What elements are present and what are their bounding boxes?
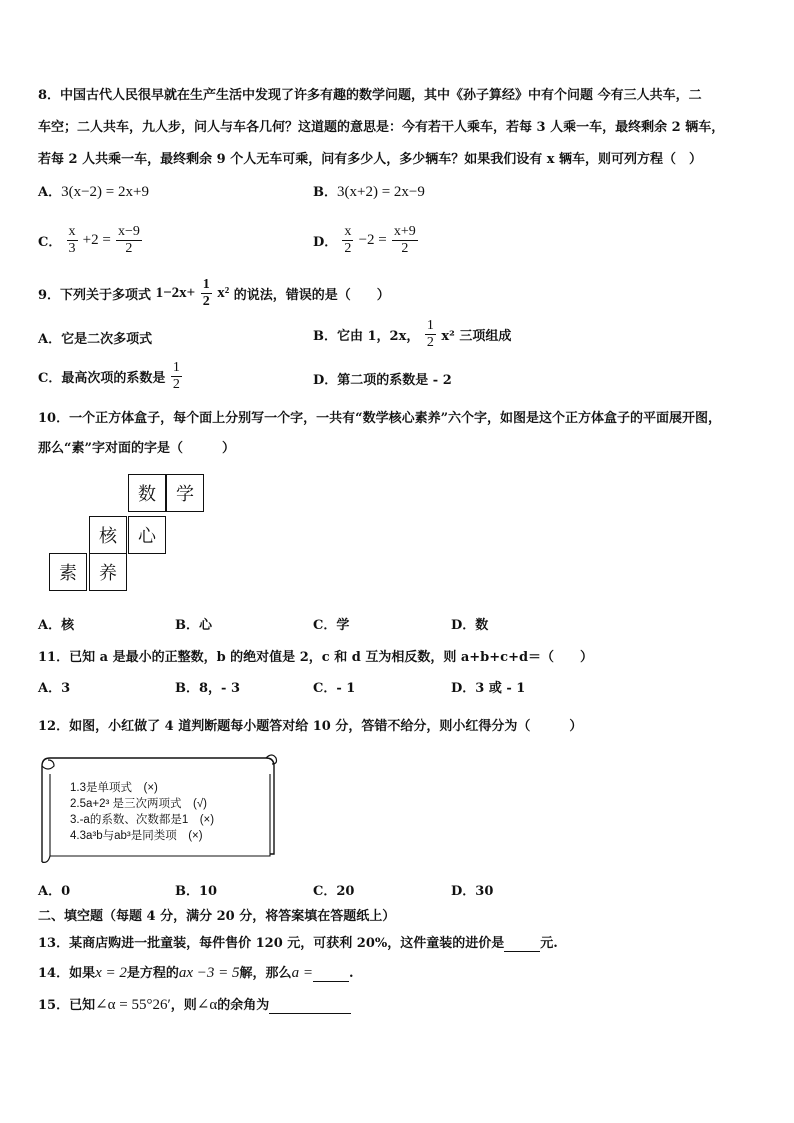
q13-answer-blank[interactable]	[504, 936, 540, 952]
q9-option-c[interactable]: C．最高次项的系数是 $\frac{1}{2}$	[38, 360, 180, 392]
net-cell-su: 素	[49, 553, 87, 591]
q15-answer-blank[interactable]	[269, 998, 351, 1014]
q12-option-c[interactable]: C．20	[313, 884, 355, 899]
q11-option-b[interactable]: B．8，- 3	[175, 681, 241, 696]
q12-option-b[interactable]: B．10	[175, 884, 218, 899]
q11-option-a[interactable]: A．3	[38, 681, 71, 696]
q8-line-1: 8．中国古代人民很早就在生产生活中发现了许多有趣的数学问题，其中《孙子算经》中有个问题 今有三人共车，二	[38, 88, 702, 103]
q12-option-a[interactable]: A．0	[38, 884, 71, 899]
q8-option-b[interactable]: B．3(x+2) = 2x−9	[313, 184, 425, 200]
q15-stem: 15．已知∠α = 55°26′，则∠α的余角为	[38, 994, 351, 1014]
q9-option-a[interactable]: A．它是二次多项式	[38, 332, 153, 347]
net-cell-shu: 数	[128, 474, 166, 512]
q10-line-1: 10．一个正方体盒子，每个面上分别写一个字，一共有“数学核心素养”六个字，如图是这个正方体盒子的平面展开图，	[38, 411, 722, 426]
q14-answer-blank[interactable]	[313, 966, 349, 982]
q10-option-b[interactable]: B．心	[175, 618, 212, 633]
q10-line-2: 那么“素”字对面的字是（ ）	[38, 441, 235, 456]
q13-stem: 13．某商店购进一批童装，每件售价 120 元，可获利 20%，这件童装的进价是 元.	[38, 936, 558, 951]
q14-stem: 14．如果x = 2是方程的ax −3 = 5解，那么a = .	[38, 965, 354, 981]
net-cell-yang: 养	[89, 553, 127, 591]
q10-option-c[interactable]: C．学	[313, 618, 350, 633]
q10-option-d[interactable]: D．数	[451, 618, 489, 633]
section-2-heading: 二、填空题（每题 4 分，满分 20 分，将答案填在答题纸上）	[38, 909, 396, 924]
net-cell-xue: 学	[166, 474, 204, 512]
q9-stem: 9．下列关于多项式 1−2x+ $\frac{1}{2}$ x² 的说法，错误的是（ ）	[38, 277, 390, 309]
statement-2: 2.5a+2³ 是三次两项式 (√)	[70, 798, 207, 810]
q12-stem: 12．如图，小红做了 4 道判断题每小题答对给 10 分，答错不给分，则小红得分为（ ）	[38, 719, 583, 734]
net-cell-xin: 心	[128, 516, 166, 554]
q11-stem: 11．已知 a 是最小的正整数，b 的绝对值是 2，c 和 d 互为相反数，则 a+b+c+d＝（ ）	[38, 650, 594, 665]
q8-option-d[interactable]: D． $\frac{x}{2}$ −2 = $\frac{x+9}{2}$	[313, 224, 416, 256]
net-cell-he: 核	[89, 516, 127, 554]
scroll-statements	[70, 780, 214, 844]
q9-option-d[interactable]: D．第二项的系数是 - 2	[313, 373, 452, 388]
statement-4: 4.3a³b与ab³是同类项 (×)	[70, 830, 203, 842]
q11-option-d[interactable]: D．3 或 - 1	[451, 681, 526, 696]
q9-option-b[interactable]: B．它由 1，2x， $\frac{1}{2}$ x² 三项组成	[313, 318, 512, 350]
q8-option-c[interactable]: C． $\frac{x}{3}$ +2 = $\frac{x-9}{2}$	[38, 224, 140, 256]
q8-line-3: 若每 2 人共乘一车，最终剩余 9 个人无车可乘，问有多少人，多少辆车？如果我们设有 x 辆车，则可列方程（ ）	[38, 152, 702, 167]
statement-3: 3.-a的系数、次数都是1 (×)	[70, 814, 215, 826]
q10-option-a[interactable]: A．核	[38, 618, 75, 633]
q8-option-a[interactable]: A．3(x−2) = 2x+9	[38, 184, 149, 200]
q8-line-2: 车空；二人共车，九人步，问人与车各几何？这道题的意思是：今有若干人乘车，若每 3 人乘一车，最终剩余 2 辆车，	[38, 120, 725, 135]
q11-option-c[interactable]: C．- 1	[313, 681, 356, 696]
statement-1: 1.3是单项式 (×)	[70, 782, 158, 794]
q12-option-d[interactable]: D．30	[451, 884, 494, 899]
